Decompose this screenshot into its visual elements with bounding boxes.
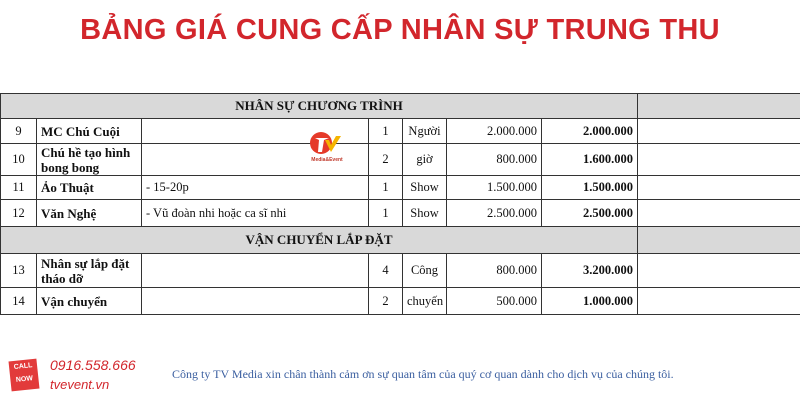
section-title: VẬN CHUYỂN LẮP ĐẶT — [1, 227, 638, 254]
item-description: - Vũ đoàn nhi hoặc ca sĩ nhi — [142, 200, 369, 227]
phone-number[interactable]: 0916.558.666 — [50, 357, 136, 373]
item-name: Chú hề tạo hình bong bong — [37, 144, 142, 176]
unit-price: 800.000 — [447, 144, 542, 176]
unit-price: 2.500.000 — [447, 200, 542, 227]
item-name: MC Chú Cuội — [37, 119, 142, 144]
row-number: 14 — [1, 288, 37, 315]
section-title: NHÂN SỰ CHƯƠNG TRÌNH — [1, 94, 638, 119]
unit-price: 800.000 — [447, 254, 542, 288]
section-header — [1, 94, 800, 119]
unit: Show — [403, 200, 447, 227]
page-title: BẢNG GIÁ CUNG CẤP NHÂN SỰ TRUNG THU — [80, 14, 720, 46]
empty-cell — [638, 227, 800, 254]
row-number: 13 — [1, 254, 37, 288]
unit: chuyến — [403, 288, 447, 315]
thanks-message: Công ty TV Media xin chân thành cảm ơn sự quan tâm của quý cơ quan dành cho dịch vụ của chúng tôi. — [172, 367, 674, 381]
table-row — [1, 200, 800, 227]
item-name: Ảo Thuật — [37, 176, 142, 200]
svg-text:Media&Event: Media&Event — [311, 157, 343, 163]
unit-price: 500.000 — [447, 288, 542, 315]
item-name: Văn Nghệ — [37, 200, 142, 227]
total-price: 3.200.000 — [542, 254, 638, 288]
item-name: Nhân sự lắp đặt tháo dỡ — [37, 254, 142, 288]
table-row — [1, 119, 800, 144]
row-number: 10 — [1, 144, 37, 176]
quantity: 2 — [369, 144, 403, 176]
empty-cell — [638, 254, 800, 288]
unit: giờ — [403, 144, 447, 176]
table-row — [1, 288, 800, 315]
empty-cell — [638, 144, 800, 176]
unit-price: 1.500.000 — [447, 176, 542, 200]
footer — [0, 355, 800, 395]
item-description — [142, 288, 369, 315]
price-table — [0, 93, 800, 315]
table-row — [1, 176, 800, 200]
row-number: 11 — [1, 176, 37, 200]
unit: Công — [403, 254, 447, 288]
item-name: Vận chuyển — [37, 288, 142, 315]
quantity: 1 — [369, 200, 403, 227]
section-header — [1, 227, 800, 254]
tv-media-logo — [307, 130, 347, 164]
total-price: 1.000.000 — [542, 288, 638, 315]
empty-cell — [638, 119, 800, 144]
table-row — [1, 254, 800, 288]
row-number: 12 — [1, 200, 37, 227]
quantity: 4 — [369, 254, 403, 288]
quantity: 1 — [369, 119, 403, 144]
unit: Show — [403, 176, 447, 200]
quantity: 2 — [369, 288, 403, 315]
table-row — [1, 144, 800, 176]
call-now-badge[interactable]: CALL NOW — [9, 359, 40, 392]
total-price: 1.600.000 — [542, 144, 638, 176]
row-number: 9 — [1, 119, 37, 144]
total-price: 2.000.000 — [542, 119, 638, 144]
quantity: 1 — [369, 176, 403, 200]
unit-price: 2.000.000 — [447, 119, 542, 144]
empty-cell — [638, 200, 800, 227]
empty-cell — [638, 288, 800, 315]
total-price: 2.500.000 — [542, 200, 638, 227]
total-price: 1.500.000 — [542, 176, 638, 200]
empty-cell — [638, 176, 800, 200]
item-description — [142, 254, 369, 288]
website-link[interactable]: tvevent.vn — [50, 377, 110, 392]
empty-cell — [638, 94, 800, 119]
item-description: - 15-20p — [142, 176, 369, 200]
unit: Người — [403, 119, 447, 144]
